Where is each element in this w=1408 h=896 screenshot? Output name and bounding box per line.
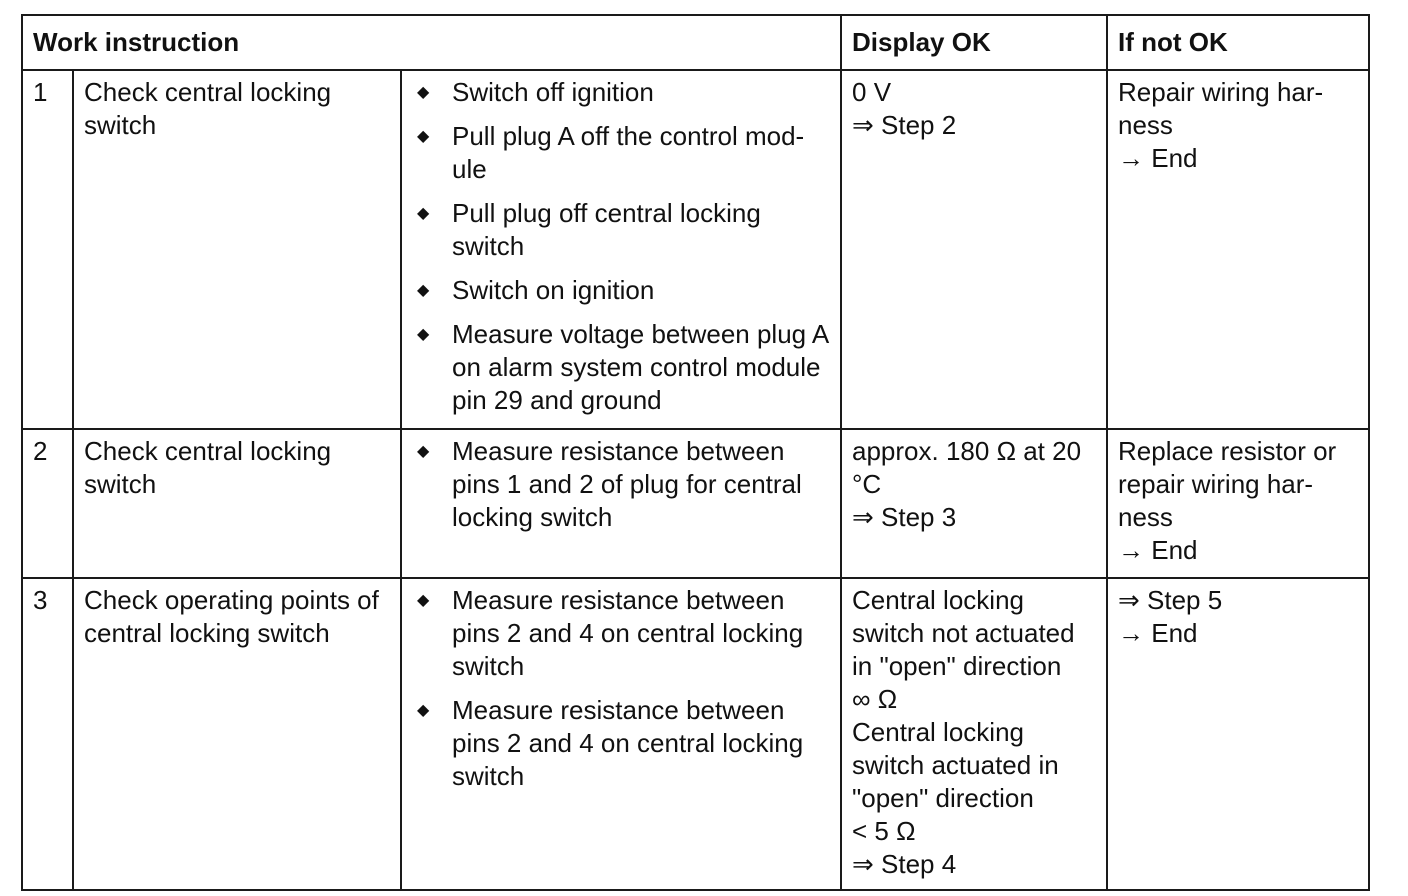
diamond-bullet-icon: ◆: [417, 702, 430, 719]
display-ok-cell: [841, 578, 1107, 890]
list-item: ◆ Measure voltage between plug A on alarm system control module pin 29 and ground: [417, 319, 828, 415]
instruction-steps: [401, 70, 841, 429]
check-description: Check central locking switch: [73, 429, 401, 578]
if-not-ok-cell: [1107, 70, 1369, 429]
next-step-link: ⇒ Step 3: [852, 502, 957, 532]
if-not-ok-cell: [1107, 578, 1369, 890]
diamond-bullet-icon: ◆: [417, 205, 430, 222]
header-row: [22, 15, 1369, 70]
display-ok-condition: Central locking switch actuated in "open" direction: [852, 717, 1059, 813]
diamond-bullet-icon: ◆: [417, 128, 430, 145]
end-marker: → End: [1118, 618, 1198, 648]
work-instruction-table: [21, 14, 1370, 891]
next-step-link: ⇒ Step 2: [852, 110, 957, 140]
list-item: ◆ Measure resistance between pins 2 and 4 on central locking switch: [417, 585, 804, 681]
display-ok-value: approx. 180 Ω at 20 °C: [852, 436, 1082, 499]
diamond-bullet-icon: ◆: [417, 282, 430, 299]
end-marker: → End: [1118, 143, 1198, 173]
header-display-ok: Display OK: [841, 15, 1107, 70]
display-ok-value: 0 V: [852, 77, 892, 107]
list-item: ◆ Measure resistance between pins 1 and 2 of plug for central locking switch: [417, 436, 802, 532]
list-item: ◆ Switch on ignition: [417, 275, 655, 305]
list-item: ◆ Pull plug A off the control mod-ule: [417, 121, 805, 184]
corrective-action: Replace resistor or repair wiring har-ness: [1118, 436, 1337, 532]
diamond-bullet-icon: ◆: [417, 84, 430, 101]
list-item: ◆ Pull plug off central locking switch: [417, 198, 761, 261]
display-ok-condition: Central locking switch not actuated in "open" direction: [852, 585, 1075, 681]
next-step-link: ⇒ Step 4: [852, 849, 957, 879]
step-number: 2: [22, 429, 73, 578]
display-ok-value: < 5 Ω: [852, 816, 916, 846]
if-not-ok-cell: [1107, 429, 1369, 578]
check-description: Check central locking switch: [73, 70, 401, 429]
table-row: [22, 70, 1369, 429]
diamond-bullet-icon: ◆: [417, 592, 430, 609]
header-work-instruction: Work instruction: [22, 15, 841, 70]
end-marker: → End: [1118, 535, 1198, 565]
instruction-steps: [401, 429, 841, 578]
display-ok-cell: [841, 429, 1107, 578]
header-if-not-ok: If not OK: [1107, 15, 1369, 70]
instruction-steps: [401, 578, 841, 890]
diamond-bullet-icon: ◆: [417, 326, 430, 343]
diamond-bullet-icon: ◆: [417, 443, 430, 460]
list-item: ◆ Measure resistance between pins 2 and 4 on central locking switch: [417, 695, 804, 791]
step-number: 1: [22, 70, 73, 429]
display-ok-cell: [841, 70, 1107, 429]
list-item: ◆ Switch off ignition: [417, 77, 654, 107]
check-description: Check operating points of central locking switch: [73, 578, 401, 890]
corrective-action: Repair wiring har-ness: [1118, 77, 1324, 140]
table-row: [22, 578, 1369, 890]
table-row: [22, 429, 1369, 578]
next-step-link: ⇒ Step 5: [1118, 585, 1223, 615]
display-ok-value: ∞ Ω: [852, 684, 898, 714]
step-number: 3: [22, 578, 73, 890]
